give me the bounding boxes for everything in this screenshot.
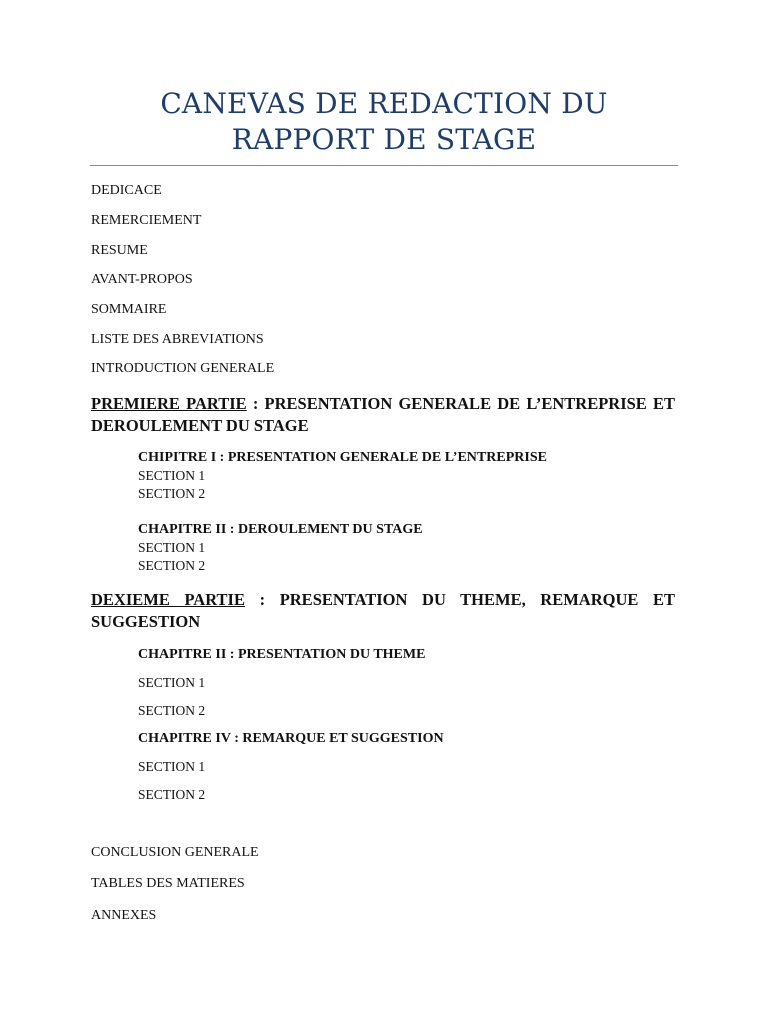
chapter-4-section-2: SECTION 2: [138, 787, 206, 802]
chapter-1-section-2: SECTION 2: [138, 486, 206, 501]
part-one-label: PREMIERE PARTIE: [91, 394, 247, 413]
chapter-4-section-1: SECTION 1: [138, 759, 206, 774]
chapter-3-section-1: SECTION 1: [138, 675, 206, 690]
chapter-heading-1: CHIPITRE I : PRESENTATION GENERALE DE L’ENTREPRISE: [138, 450, 547, 465]
chapter-2-section-2: SECTION 2: [138, 558, 206, 573]
title-underline-divider: [90, 165, 678, 166]
front-matter-item-dedicace: DEDICACE: [91, 183, 162, 198]
chapter-2-section-1: SECTION 1: [138, 540, 206, 555]
front-matter-item-sommaire: SOMMAIRE: [91, 302, 167, 317]
part-two-label: DEXIEME PARTIE: [91, 590, 245, 609]
chapter-1-section-1: SECTION 1: [138, 468, 206, 483]
part-one-heading: [91, 393, 675, 437]
front-matter-item-liste-abreviations: LISTE DES ABREVIATIONS: [91, 332, 264, 347]
chapter-heading-4: CHAPITRE IV : REMARQUE ET SUGGESTION: [138, 731, 444, 746]
front-matter-item-avant-propos: AVANT-PROPOS: [91, 272, 193, 287]
part-one-separator: :: [246, 394, 265, 413]
part-two-separator: :: [244, 590, 280, 609]
back-matter-item-tables: TABLES DES MATIERES: [91, 876, 245, 891]
back-matter-item-annexes: ANNEXES: [91, 908, 157, 923]
back-matter-item-conclusion: CONCLUSION GENERALE: [91, 845, 259, 860]
page-title: CANEVAS DE REDACTION DU RAPPORT DE STAGE: [160, 87, 608, 156]
chapter-3-section-2: SECTION 2: [138, 703, 206, 718]
part-two-text: PRESENTATION DU THEME, REMARQUE ET SUGGESTION: [91, 590, 676, 631]
front-matter-item-introduction: INTRODUCTION GENERALE: [91, 361, 275, 376]
front-matter-item-resume: RESUME: [91, 243, 148, 258]
part-one-text: PRESENTATION GENERALE DE L’ENTREPRISE ET DEROULEMENT DU STAGE: [91, 394, 675, 435]
chapter-heading-2: CHAPITRE II : DEROULEMENT DU STAGE: [138, 522, 423, 537]
front-matter-item-remerciement: REMERCIEMENT: [91, 213, 202, 228]
part-two-heading: [91, 589, 675, 633]
chapter-heading-3: CHAPITRE II : PRESENTATION DU THEME: [138, 647, 426, 662]
